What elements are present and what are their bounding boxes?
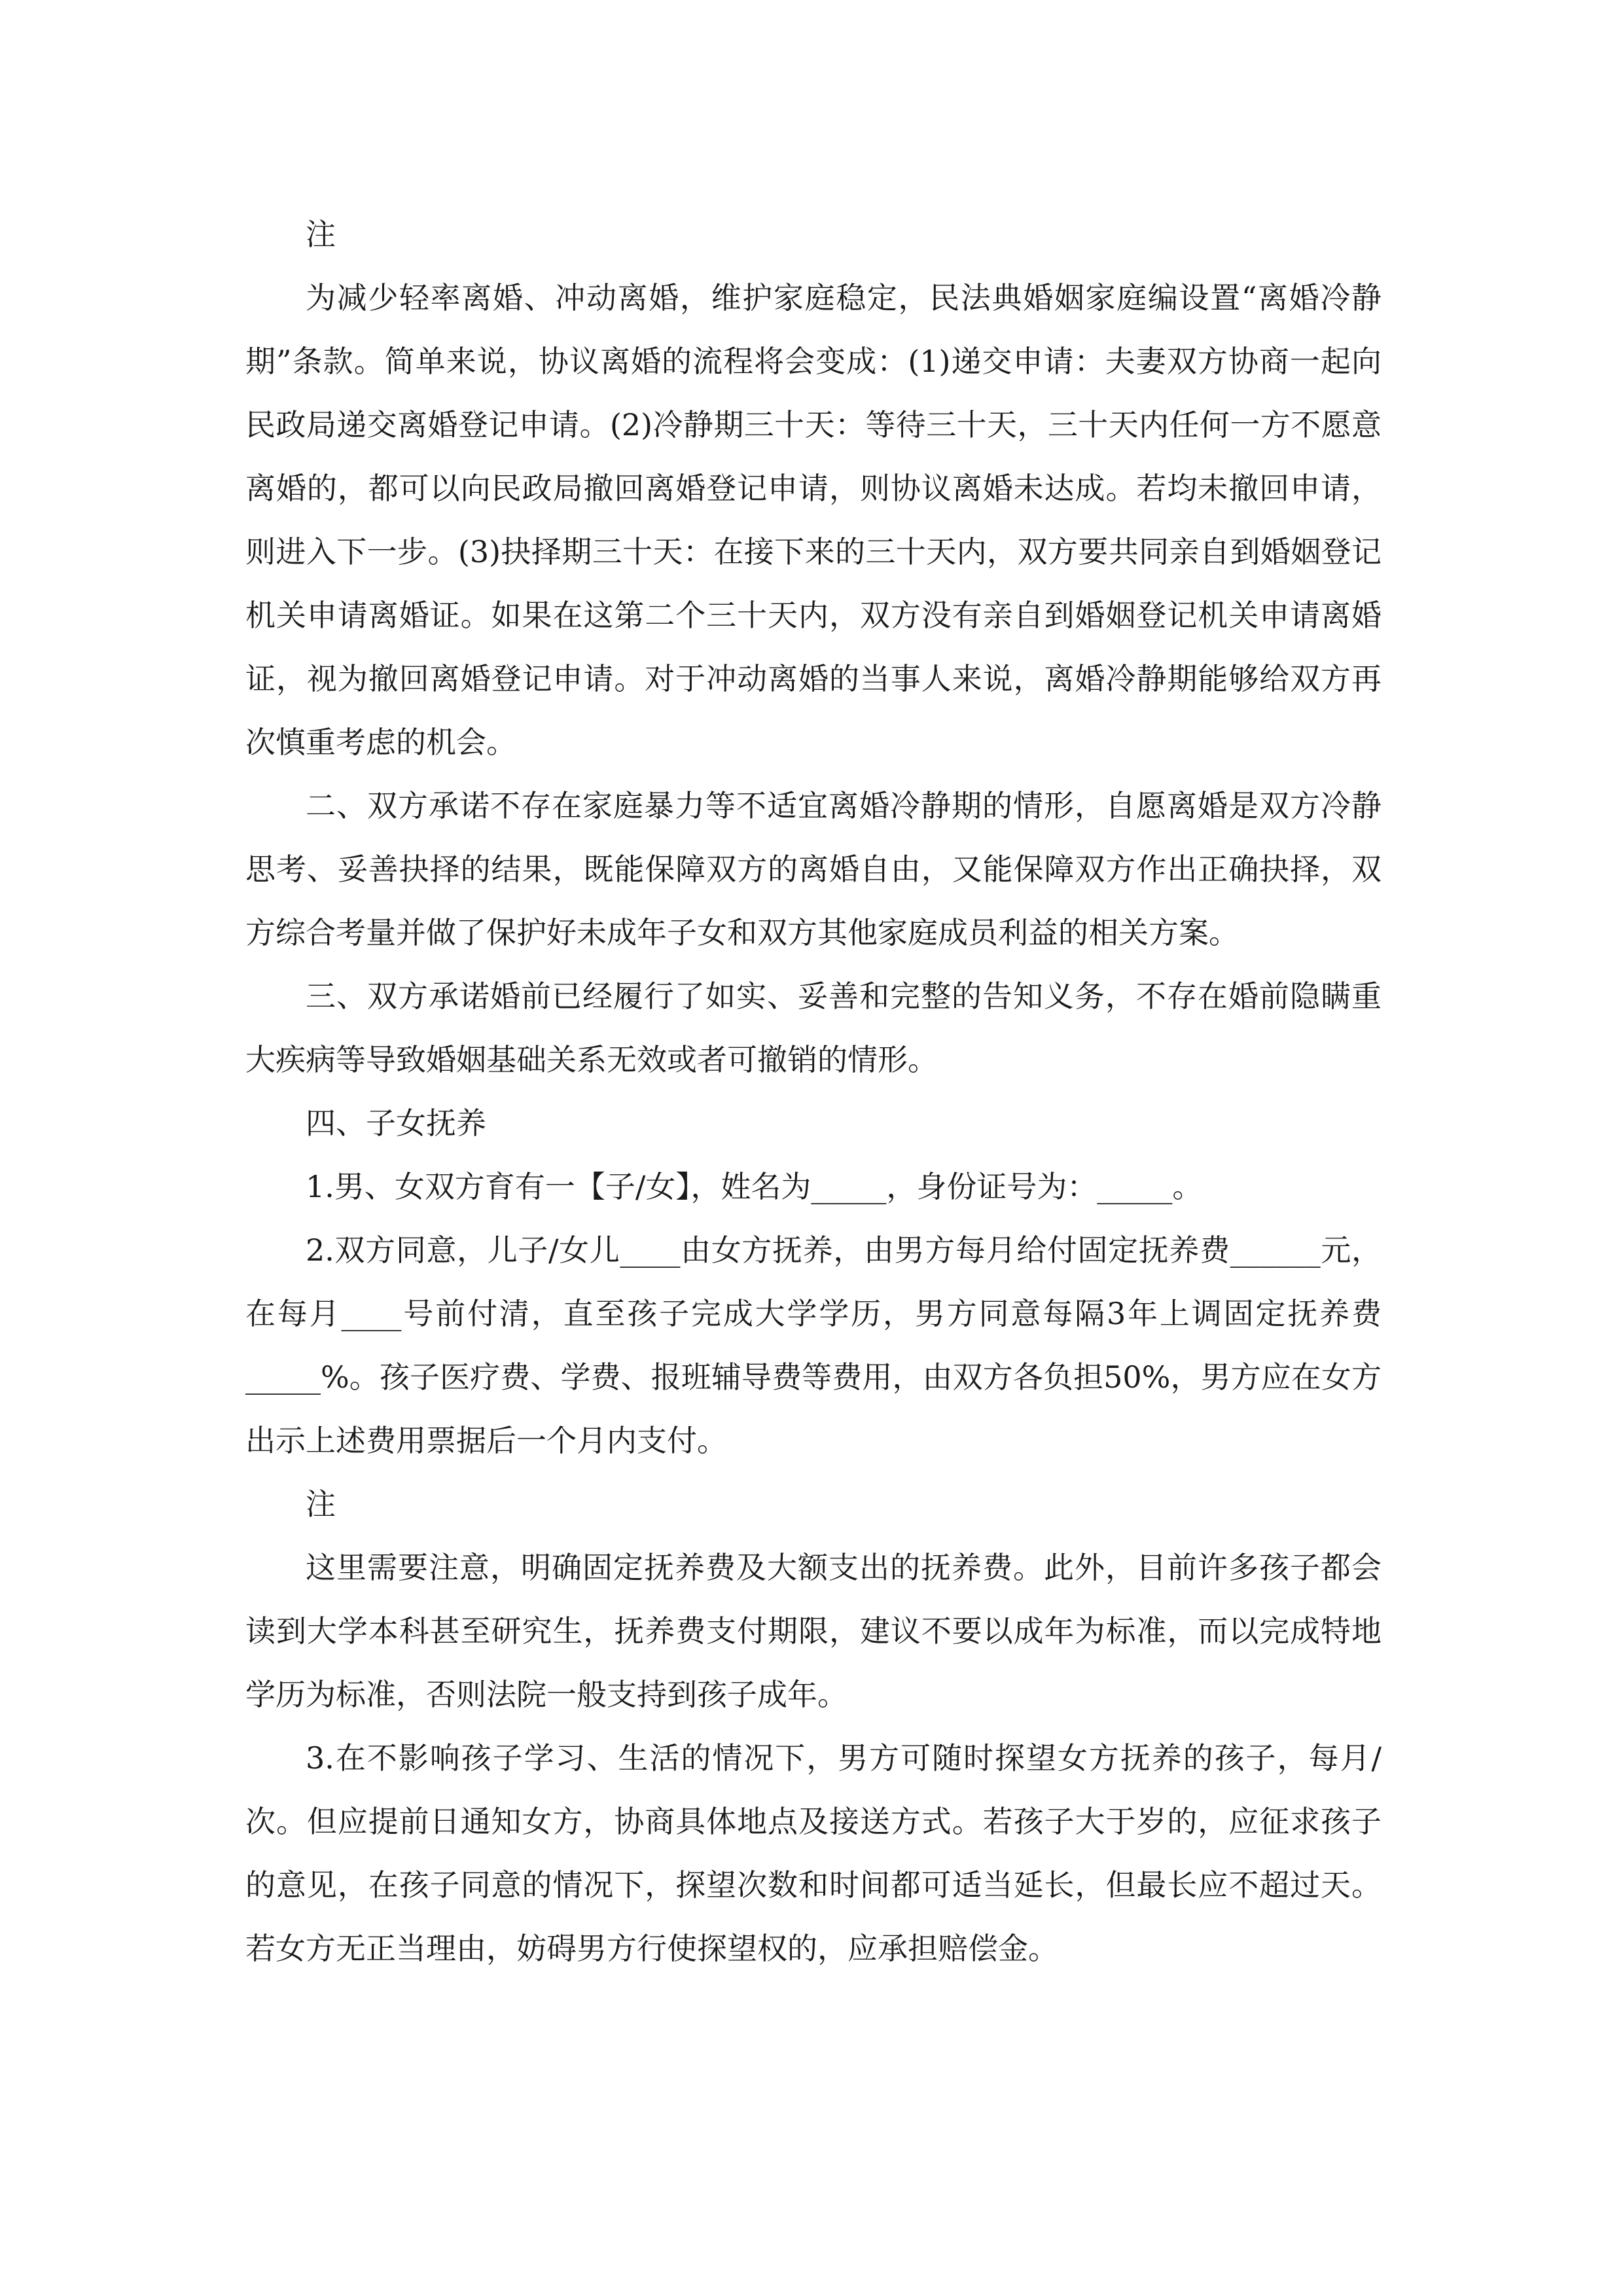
support-note-paragraph: 这里需要注意，明确固定抚养费及大额支出的抚养费。此外，目前许多孩子都会读到大学本科甚至研究生，抚养费支付期限，建议不要以成年为标准，而以完成特地学历为标准，否则法院一般支持到孩子成年。	[245, 1550, 1382, 1712]
note-heading: 注	[306, 217, 336, 252]
child-support-paragraph: 2.双方同意，儿子/女儿____由女方抚养，由男方每月给付固定抚养费______元，在每月____号前付清，直至孩子完成大学学历，男方同意每隔3年上调固定抚养费_____%。孩子医疗费、学费、报班辅导费等费用，由双方各负担50%，男方应在女方出示上述费用票据后一个月内支付。	[245, 1232, 1382, 1458]
clause-three-paragraph: 三、双方承诺婚前已经履行了如实、妥善和完整的告知义务，不存在婚前隐瞒重大疾病等导致婚姻基础关系无效或者可撤销的情形。	[245, 978, 1382, 1077]
child-info-paragraph: 1.男、女双方育有一【子/女】，姓名为_____，身份证号为：_____。	[306, 1169, 1203, 1204]
note-heading-2: 注	[306, 1486, 336, 1522]
visitation-paragraph: 3.在不影响孩子学习、生活的情况下，男方可随时探望女方抚养的孩子，每月/次。但应提前日通知女方，协商具体地点及接送方式。若孩子大于岁的，应征求孩子的意见，在孩子同意的情况下，探望次数和时间都可适当延长，但最长应不超过天。若女方无正当理由，妨碍男方行使探望权的，应承担赔偿金。	[245, 1740, 1382, 1966]
cooling-off-paragraph: 为减少轻率离婚、冲动离婚，维护家庭稳定，民法典婚姻家庭编设置“离婚冷静期”条款。简单来说，协议离婚的流程将会变成：(1)递交申请：夫妻双方协商一起向民政局递交离婚登记申请。(2)冷静期三十天：等待三十天，三十天内任何一方不愿意离婚的，都可以向民政局撤回离婚登记申请，则协议离婚未达成。若均未撤回申请，则进入下一步。(3)抉择期三十天：在接下来的三十天内，双方要共同亲自到婚姻登记机关申请离婚证。如果在这第二个三十天内，双方没有亲自到婚姻登记机关申请离婚证，视为撤回离婚登记申请。对于冲动离婚的当事人来说，离婚冷静期能够给双方再次慎重考虑的机会。	[245, 280, 1382, 760]
clause-two-paragraph: 二、双方承诺不存在家庭暴力等不适宜离婚冷静期的情形，自愿离婚是双方冷静思考、妥善抉择的结果，既能保障双方的离婚自由，又能保障双方作出正确抉择，双方综合考量并做了保护好未成年子女和双方其他家庭成员利益的相关方案。	[245, 788, 1382, 950]
document-body	[245, 203, 1382, 1981]
clause-four-heading: 四、子女抚养	[306, 1105, 486, 1141]
